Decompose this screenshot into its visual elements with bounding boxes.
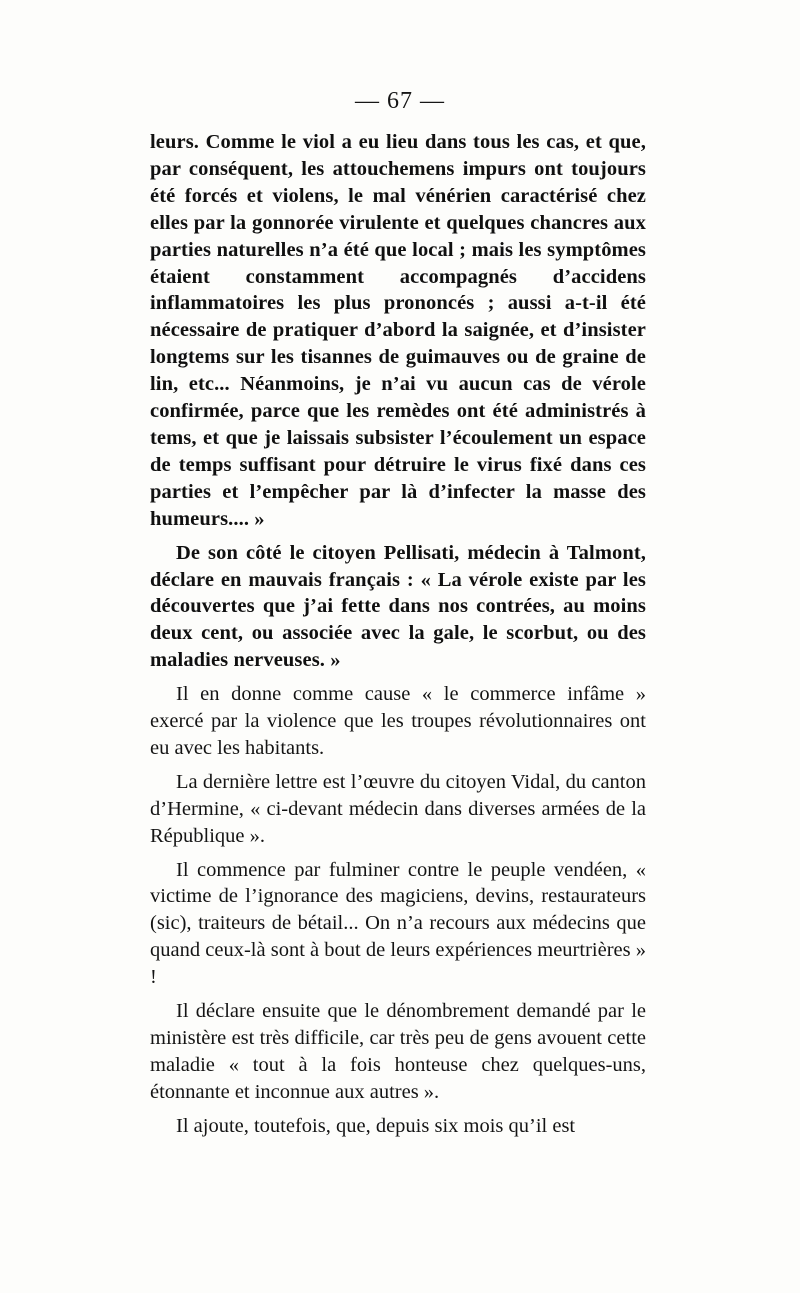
paragraph: De son côté le citoyen Pellisati, médecin à Talmont, déclare en mauvais français : « La vérole existe par les découvertes que j’ai fette dans nos contrées, au moins deux cent, ou associée avec la gale, le scorbut, ou des maladies nerveuses. »	[150, 541, 646, 672]
paragraph: La dernière lettre est l’œuvre du citoyen Vidal, du canton d’Hermine, « ci-devant médecin dans diverses armées de la République ».	[150, 770, 646, 847]
paragraph: Il en donne comme cause « le commerce infâme » exercé par la violence que les troupes révolutionnaires ont eu avec les habitants.	[150, 683, 646, 759]
paragraph: leurs. Comme le viol a eu lieu dans tous les cas, et que, par conséquent, les attouchemens impurs ont toujours été forcés et violens, le mal vénérien caractérisé chez elles par la gonnorée virulente et quelques chancres aux parties naturelles n’a été que local ; mais les symptômes étaient constamment accompagnés d’accidens inflammatoires les plus prononcés ; aussi a-t-il été nécessaire de pratiquer d’abord la saignée, et d’insister longtems sur les tisannes de guimauves ou de graine de lin, etc... Néanmoins, je n’ai vu aucun cas de vérole confirmée, parce que les remèdes ont été administrés à tems, et que je laissais subsister l’écoulement un espace de temps suffisant pour détruire le virus fixé dans ces parties et l’empêcher par là d’infecter la masse des humeurs.... »	[150, 131, 646, 530]
page-body-text	[150, 129, 646, 1140]
page-number: — 67 —	[355, 88, 445, 114]
paragraph: Il ajoute, toutefois, que, depuis six mois qu’il est	[176, 1114, 576, 1137]
paragraph: Il commence par fulminer contre le peuple vendéen, « victime de l’ignorance des magiciens, devins, restaurateurs (sic), traiteurs de bétail... On n’a recours aux médecins que quand ceux-là sont à bout de leurs expériences meurtrières » !	[150, 858, 646, 989]
paragraph: Il déclare ensuite que le dénombrement demandé par le ministère est très difficile, car très peu de gens avouent cette maladie « tout à la fois honteuse chez quelques-uns, étonnante et inconnue aux autres ».	[150, 1000, 646, 1103]
